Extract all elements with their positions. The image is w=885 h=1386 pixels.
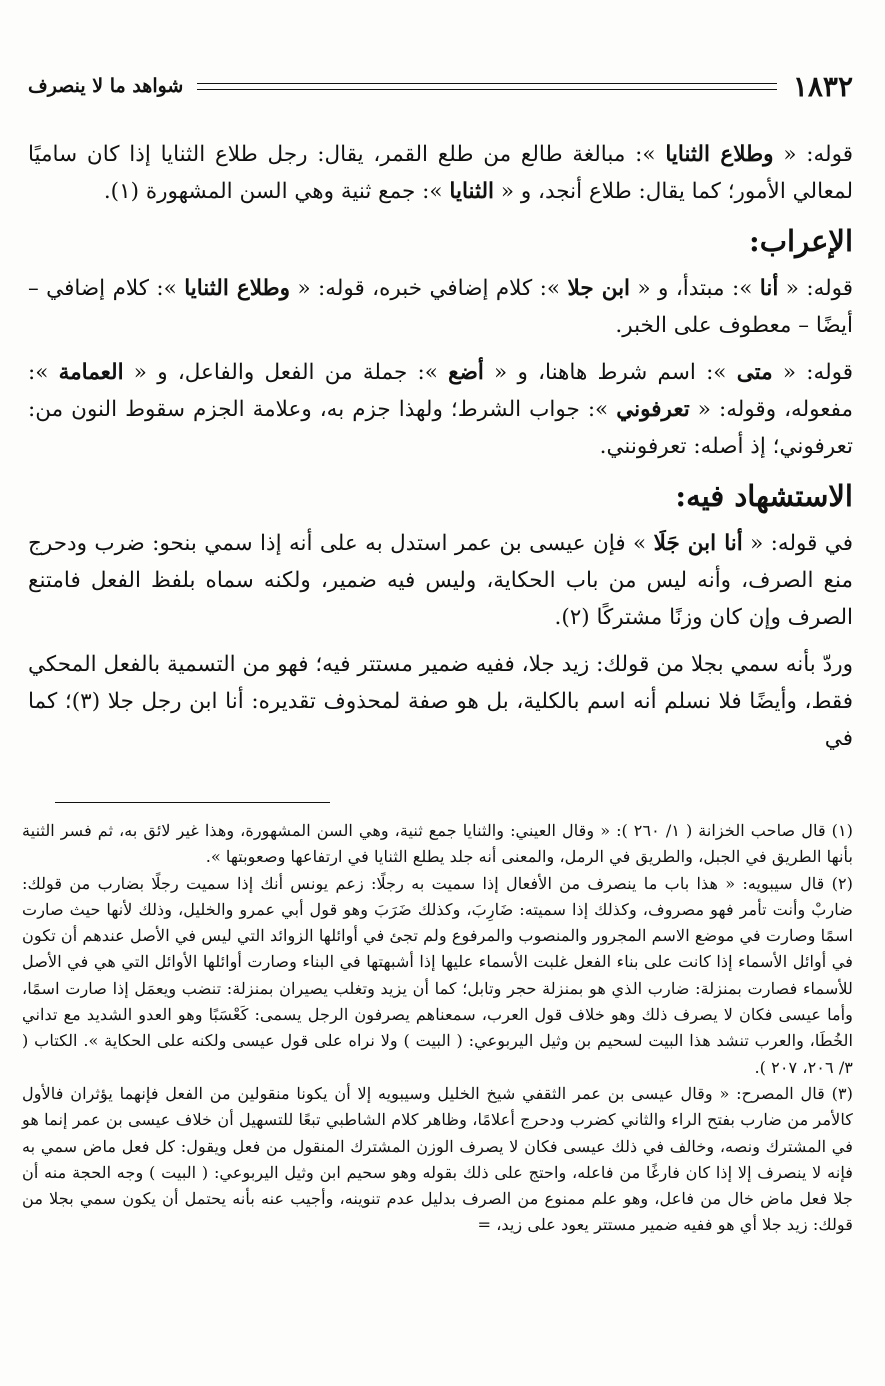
quoted-term: تعرفوني xyxy=(616,397,690,422)
quoted-term: أنا xyxy=(759,276,779,301)
footnote-ref: (٢) xyxy=(561,605,590,630)
quoted-term: أضع xyxy=(448,360,484,385)
text-run: ؛ كما في xyxy=(28,689,853,751)
quoted-term: وطلاع الثنايا xyxy=(184,276,291,301)
paragraph-istishhad-2 xyxy=(28,646,853,757)
text-run: »: جواب الشرط؛ ولهذا جزم به، وعلامة الجزم سقوط النون من: تعرفوني؛ إذ أصله: تعرفونني. xyxy=(28,397,853,459)
text-run: » فإن عيسى بن عمر استدل به على أنه إذا سمي بنحو: ضرب ودحرج منع الصرف، وأنه ليس من باب الحكاية، وليس فيه ضمير، ولكنه سماه بلفظ الفعل فامتنع الصرف وإن كان وزنًا مشتركًا xyxy=(28,531,853,630)
page-header xyxy=(28,66,853,106)
quoted-term: وطلاع الثنايا xyxy=(665,142,774,167)
text-run: قوله: « xyxy=(773,142,853,167)
text-run: في قوله: « xyxy=(742,531,853,556)
text-run: قوله: « xyxy=(772,360,854,385)
header-double-rule xyxy=(197,83,777,90)
section-heading-irab: الإعراب: xyxy=(749,224,853,258)
text-run: »: كلام إضافي خبره، قوله: « xyxy=(290,276,568,301)
text-run: »: مفعوله، وقوله: « xyxy=(28,360,853,422)
text-run: »: مبالغة طالع من طلع القمر، يقال: رجل طلاع الثنايا إذا كان ساميًا لمعالي الأمور؛ كما يقال: طلاع أنجد، و « xyxy=(28,142,853,204)
footnote-separator xyxy=(55,802,330,803)
text-run: »: اسم شرط هاهنا، و « xyxy=(483,360,737,385)
quoted-term: العمامة xyxy=(58,360,124,385)
footnote-2: (٢) قال سيبويه: « هذا باب ما ينصرف من الأفعال إذا سميت به رجلًا: زعم يونس أنك إذا سميت رجلًا بضارب من قولك: ضاربْ وأنت تأمر فهو مصروف، وكذلك إذا سميته: ضَارِبَ، وكذلك ضَرَبَ وهو قول أبي عمرو والخليل، وذلك لأنها حيث صارت اسمًا وصارت في موضع الاسم المجرور والمنصوب والمرفوع ولم تجئ في أوائلها الزوائد التي ليس في الأصل عندهم أن تكون في أوائل الأسماء إذا كانت على بناء الفعل غلبت الأسماء عليها إذا أشبهتها في البناء وصارت أوائلها الأوائل التي هي في الأصل للأسماء فصارت بمنزلة: ضارب الذي هو بمنزلة حجر وتابل؛ كما أن يزيد وتغلب يصيران بمنزلة: تنضب ويعمَل إذا صارت اسمًا، وأما عيسى فكان لا يصرف ذلك وهو خلاف قول العرب، سمعناهم يصرفون الرجل يسمى: كَعْسَبًا وهو العدو الشديد مع تداني الخُطَا، والعرب تنشد هذا البيت لسحيم بن وثيل اليربوعي: ( البيت ) ولا نراه على قول عيسى ولكنه على الحكاية ». الكتاب ( ٣/ ٢٠٦، ٢٠٧ ). xyxy=(22,873,853,1077)
paragraph-istishhad-1 xyxy=(28,525,853,636)
quoted-term: الثنايا xyxy=(449,179,495,204)
paragraph-vocabulary xyxy=(28,136,853,210)
running-title: شواهد ما لا ينصرف xyxy=(28,75,184,97)
text-run: »: جملة من الفعل والفاعل، و « xyxy=(123,360,449,385)
quoted-term: متى xyxy=(736,360,773,385)
footnotes xyxy=(22,818,853,1239)
footnote-ref: (٣) xyxy=(71,689,101,714)
footnote-3: (٣) قال المصرح: « وقال عيسى بن عمر الثقفي شيخ الخليل وسيبويه إلا أن يكونا منقولين من الفعل فإنهما يؤثران فالأول كالأمر من ضارب بفتح الراء والثاني كضرب ودحرج أعلامًا، وظاهر كلام الشاطبي تبعًا للتسهيل أن خلاف عيسى بن عمر إنما هو في المشترك ونصه، وخالف في ذلك عيسى فكان لا يصرف الوزن المشترك المنقول من فعل ويقول: كل فعل ماض سمي به فإنه لا ينصرف إلا إذا كان فارغًا من فاعله، واحتج على ذلك بقوله وهو سحيم ابن وثيل اليربوعي: ( البيت ) وجه الحجة منه أن جلا فعل ماض خال من فاعل، وهو علم ممنوع من الصرف بدليل عدم تنوينه، وأجيب عنه بأنه يحتمل أن يكون سمي بجلا من قولك: زيد جلا أي هو ففيه ضمير مستتر يعود على زيد، = xyxy=(22,1083,853,1235)
quoted-term: ابن جلا xyxy=(567,276,631,301)
text-run: »: جمع ثنية وهي السن المشهورة xyxy=(139,179,450,204)
text-run: قوله: « xyxy=(778,276,854,301)
text-run: وردّ بأنه سمي بجلا من قولك: زيد جلا، ففيه ضمير مستتر فيه؛ فهو من التسمية بالفعل المحكي فقط، وأيضًا فلا نسلم أنه اسم بالكلية، بل هو صفة لمحذوف تقديره: أنا ابن رجل جلا xyxy=(28,652,854,714)
text-run: »: مبتدأ، و « xyxy=(630,276,760,301)
text-run: . xyxy=(554,605,562,630)
main-text xyxy=(28,136,853,767)
paragraph-irab-2 xyxy=(28,354,853,465)
section-heading-istishhad: الاستشهاد فيه: xyxy=(675,479,853,513)
quoted-term: أنا ابن جَلَا xyxy=(653,531,743,556)
page-number: ١٨٣٢ xyxy=(792,69,853,103)
footnote-1: (١) قال صاحب الخزانة ( ١/ ٢٦٠ ): « وقال العيني: والثنايا جمع ثنية، وهي السن المشهورة، وهذا غير لائق به، ثم فسر الثنية بأنها الطريق في الجبل، والطريق في الرمل، والمعنى أنه جلد يطلع الثنايا في ارتفاعها وصعوبتها ». xyxy=(22,821,853,867)
paragraph-irab-1 xyxy=(28,270,853,344)
text-run: »: كلام إضافي – أيضًا – معطوف على الخبر. xyxy=(28,276,853,338)
footnote-ref: (١) xyxy=(110,179,140,204)
text-run: . xyxy=(103,179,111,204)
